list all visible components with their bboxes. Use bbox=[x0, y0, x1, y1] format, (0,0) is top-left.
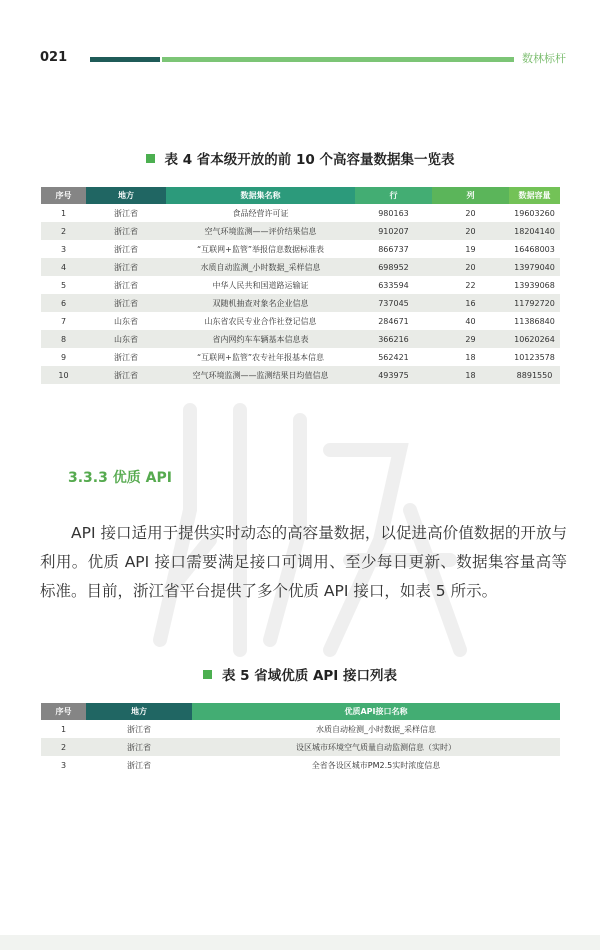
table4-cell: 19 bbox=[432, 240, 509, 258]
table4-cell: 5 bbox=[41, 276, 86, 294]
table4-cell: 366216 bbox=[355, 330, 432, 348]
table5-cell: 3 bbox=[41, 756, 86, 774]
table5-header-cell: 序号 bbox=[41, 703, 86, 720]
table4-header-cell: 列 bbox=[432, 187, 509, 204]
body-paragraph: API 接口适用于提供实时动态的高容量数据，以促进高价值数据的开放与利用。优质 API 接口需要满足接口可调用、至少每日更新、数据集容量高等标准。目前，浙江省平台提供了多个优质 API 接口，如表 5 所示。 bbox=[40, 524, 567, 600]
table4-cell: 866737 bbox=[355, 240, 432, 258]
table4-cell: 中华人民共和国道路运输证 bbox=[166, 276, 355, 294]
table4-cell: 284671 bbox=[355, 312, 432, 330]
table4-cell: 22 bbox=[432, 276, 509, 294]
table4-row bbox=[41, 348, 560, 366]
table4-cell: 20 bbox=[432, 204, 509, 222]
table4-cell: 698952 bbox=[355, 258, 432, 276]
table4-cell: 980163 bbox=[355, 204, 432, 222]
table4-cell: 20 bbox=[432, 222, 509, 240]
table5-header-cell: 地方 bbox=[86, 703, 192, 720]
table4-header-cell: 地方 bbox=[86, 187, 166, 204]
table4-header-cell: 数据集名称 bbox=[166, 187, 355, 204]
table5-cell: 浙江省 bbox=[86, 720, 192, 738]
caption-square-icon bbox=[146, 154, 155, 163]
table4-cell: 浙江省 bbox=[86, 204, 166, 222]
table4 bbox=[41, 187, 560, 384]
table4-cell: 40 bbox=[432, 312, 509, 330]
table4-cell: 11386840 bbox=[509, 312, 560, 330]
table4-cell: 水质自动监测_小时数据_采样信息 bbox=[166, 258, 355, 276]
table4-cell: 9 bbox=[41, 348, 86, 366]
table4-cell: 18204140 bbox=[509, 222, 560, 240]
table4-cell: 910207 bbox=[355, 222, 432, 240]
table4-cell: 2 bbox=[41, 222, 86, 240]
caption-square-icon bbox=[203, 670, 212, 679]
table4-cell: 10 bbox=[41, 366, 86, 384]
page-number: 021 bbox=[40, 50, 68, 65]
section-heading: 3.3.3 优质 API bbox=[68, 470, 172, 486]
table4-header-cell: 数据容量 bbox=[509, 187, 560, 204]
footer-band bbox=[0, 935, 600, 950]
table4-cell: “互联网+监管”农专社年报基本信息 bbox=[166, 348, 355, 366]
table4-cell: 20 bbox=[432, 258, 509, 276]
table4-cell: 8 bbox=[41, 330, 86, 348]
table5-caption bbox=[0, 664, 600, 684]
table4-cell: 浙江省 bbox=[86, 258, 166, 276]
header-bar-green bbox=[162, 57, 514, 62]
table4-cell: 食品经营许可证 bbox=[166, 204, 355, 222]
table5-cell: 浙江省 bbox=[86, 738, 192, 756]
table4-row bbox=[41, 276, 560, 294]
table5-cell: 浙江省 bbox=[86, 756, 192, 774]
table4-cell: 浙江省 bbox=[86, 366, 166, 384]
table4-cell: 浙江省 bbox=[86, 222, 166, 240]
table5-row bbox=[41, 738, 560, 756]
table4-cell: 633594 bbox=[355, 276, 432, 294]
table4-cell: 16468003 bbox=[509, 240, 560, 258]
table4-cell: 8891550 bbox=[509, 366, 560, 384]
table4-cell: 浙江省 bbox=[86, 348, 166, 366]
table4-row bbox=[41, 222, 560, 240]
table4-cell: 空气环境监测——评价结果信息 bbox=[166, 222, 355, 240]
table4-cell: 7 bbox=[41, 312, 86, 330]
table4-cell: 11792720 bbox=[509, 294, 560, 312]
table4-row bbox=[41, 366, 560, 384]
table5-row bbox=[41, 756, 560, 774]
table4-cell: 18 bbox=[432, 366, 509, 384]
table4-cell: 省内网约车车辆基本信息表 bbox=[166, 330, 355, 348]
table4-cell: 山东省农民专业合作社登记信息 bbox=[166, 312, 355, 330]
table4-header-cell: 序号 bbox=[41, 187, 86, 204]
table4-cell: 10123578 bbox=[509, 348, 560, 366]
table4-row bbox=[41, 312, 560, 330]
table4-caption-text: 表 4 省本级开放的前 10 个高容量数据集一览表 bbox=[164, 152, 455, 168]
table4-cell: 4 bbox=[41, 258, 86, 276]
table4-cell: 浙江省 bbox=[86, 294, 166, 312]
table4-cell: 1 bbox=[41, 204, 86, 222]
table5-cell: 全省各设区城市PM2.5实时浓度信息 bbox=[192, 756, 560, 774]
table5-cell: 水质自动检测_小时数据_采样信息 bbox=[192, 720, 560, 738]
table4-row bbox=[41, 258, 560, 276]
header-bar-dark bbox=[90, 57, 160, 62]
table5-cell: 2 bbox=[41, 738, 86, 756]
table4-cell: “互联网+监管”举报信息数据标准表 bbox=[166, 240, 355, 258]
table4-cell: 浙江省 bbox=[86, 276, 166, 294]
table4-caption bbox=[0, 148, 600, 168]
table4-header-cell: 行 bbox=[355, 187, 432, 204]
table4-cell: 山东省 bbox=[86, 312, 166, 330]
table4-cell: 13979040 bbox=[509, 258, 560, 276]
table4-cell: 16 bbox=[432, 294, 509, 312]
table4-row bbox=[41, 240, 560, 258]
table4-cell: 19603260 bbox=[509, 204, 560, 222]
table4-cell: 562421 bbox=[355, 348, 432, 366]
brand-label: 数林标杆 bbox=[522, 52, 566, 65]
table4-cell: 737045 bbox=[355, 294, 432, 312]
table4-cell: 493975 bbox=[355, 366, 432, 384]
table4-cell: 山东省 bbox=[86, 330, 166, 348]
table4-row bbox=[41, 330, 560, 348]
table4-cell: 10620264 bbox=[509, 330, 560, 348]
table5-cell: 设区城市环境空气质量自动监测信息（实时） bbox=[192, 738, 560, 756]
table4-cell: 空气环境监测——监测结果日均值信息 bbox=[166, 366, 355, 384]
table4-cell: 双随机抽查对象名企业信息 bbox=[166, 294, 355, 312]
table5-header-row bbox=[41, 703, 560, 720]
table5-cell: 1 bbox=[41, 720, 86, 738]
table5 bbox=[41, 703, 560, 774]
table4-row bbox=[41, 294, 560, 312]
table5-row bbox=[41, 720, 560, 738]
table5-caption-text: 表 5 省域优质 API 接口列表 bbox=[221, 668, 398, 684]
table5-header-cell: 优质API接口名称 bbox=[192, 703, 560, 720]
table4-row bbox=[41, 204, 560, 222]
table4-cell: 13939068 bbox=[509, 276, 560, 294]
table4-cell: 18 bbox=[432, 348, 509, 366]
table4-cell: 浙江省 bbox=[86, 240, 166, 258]
table4-cell: 29 bbox=[432, 330, 509, 348]
table4-header-row bbox=[41, 187, 560, 204]
table4-cell: 6 bbox=[41, 294, 86, 312]
table4-cell: 3 bbox=[41, 240, 86, 258]
